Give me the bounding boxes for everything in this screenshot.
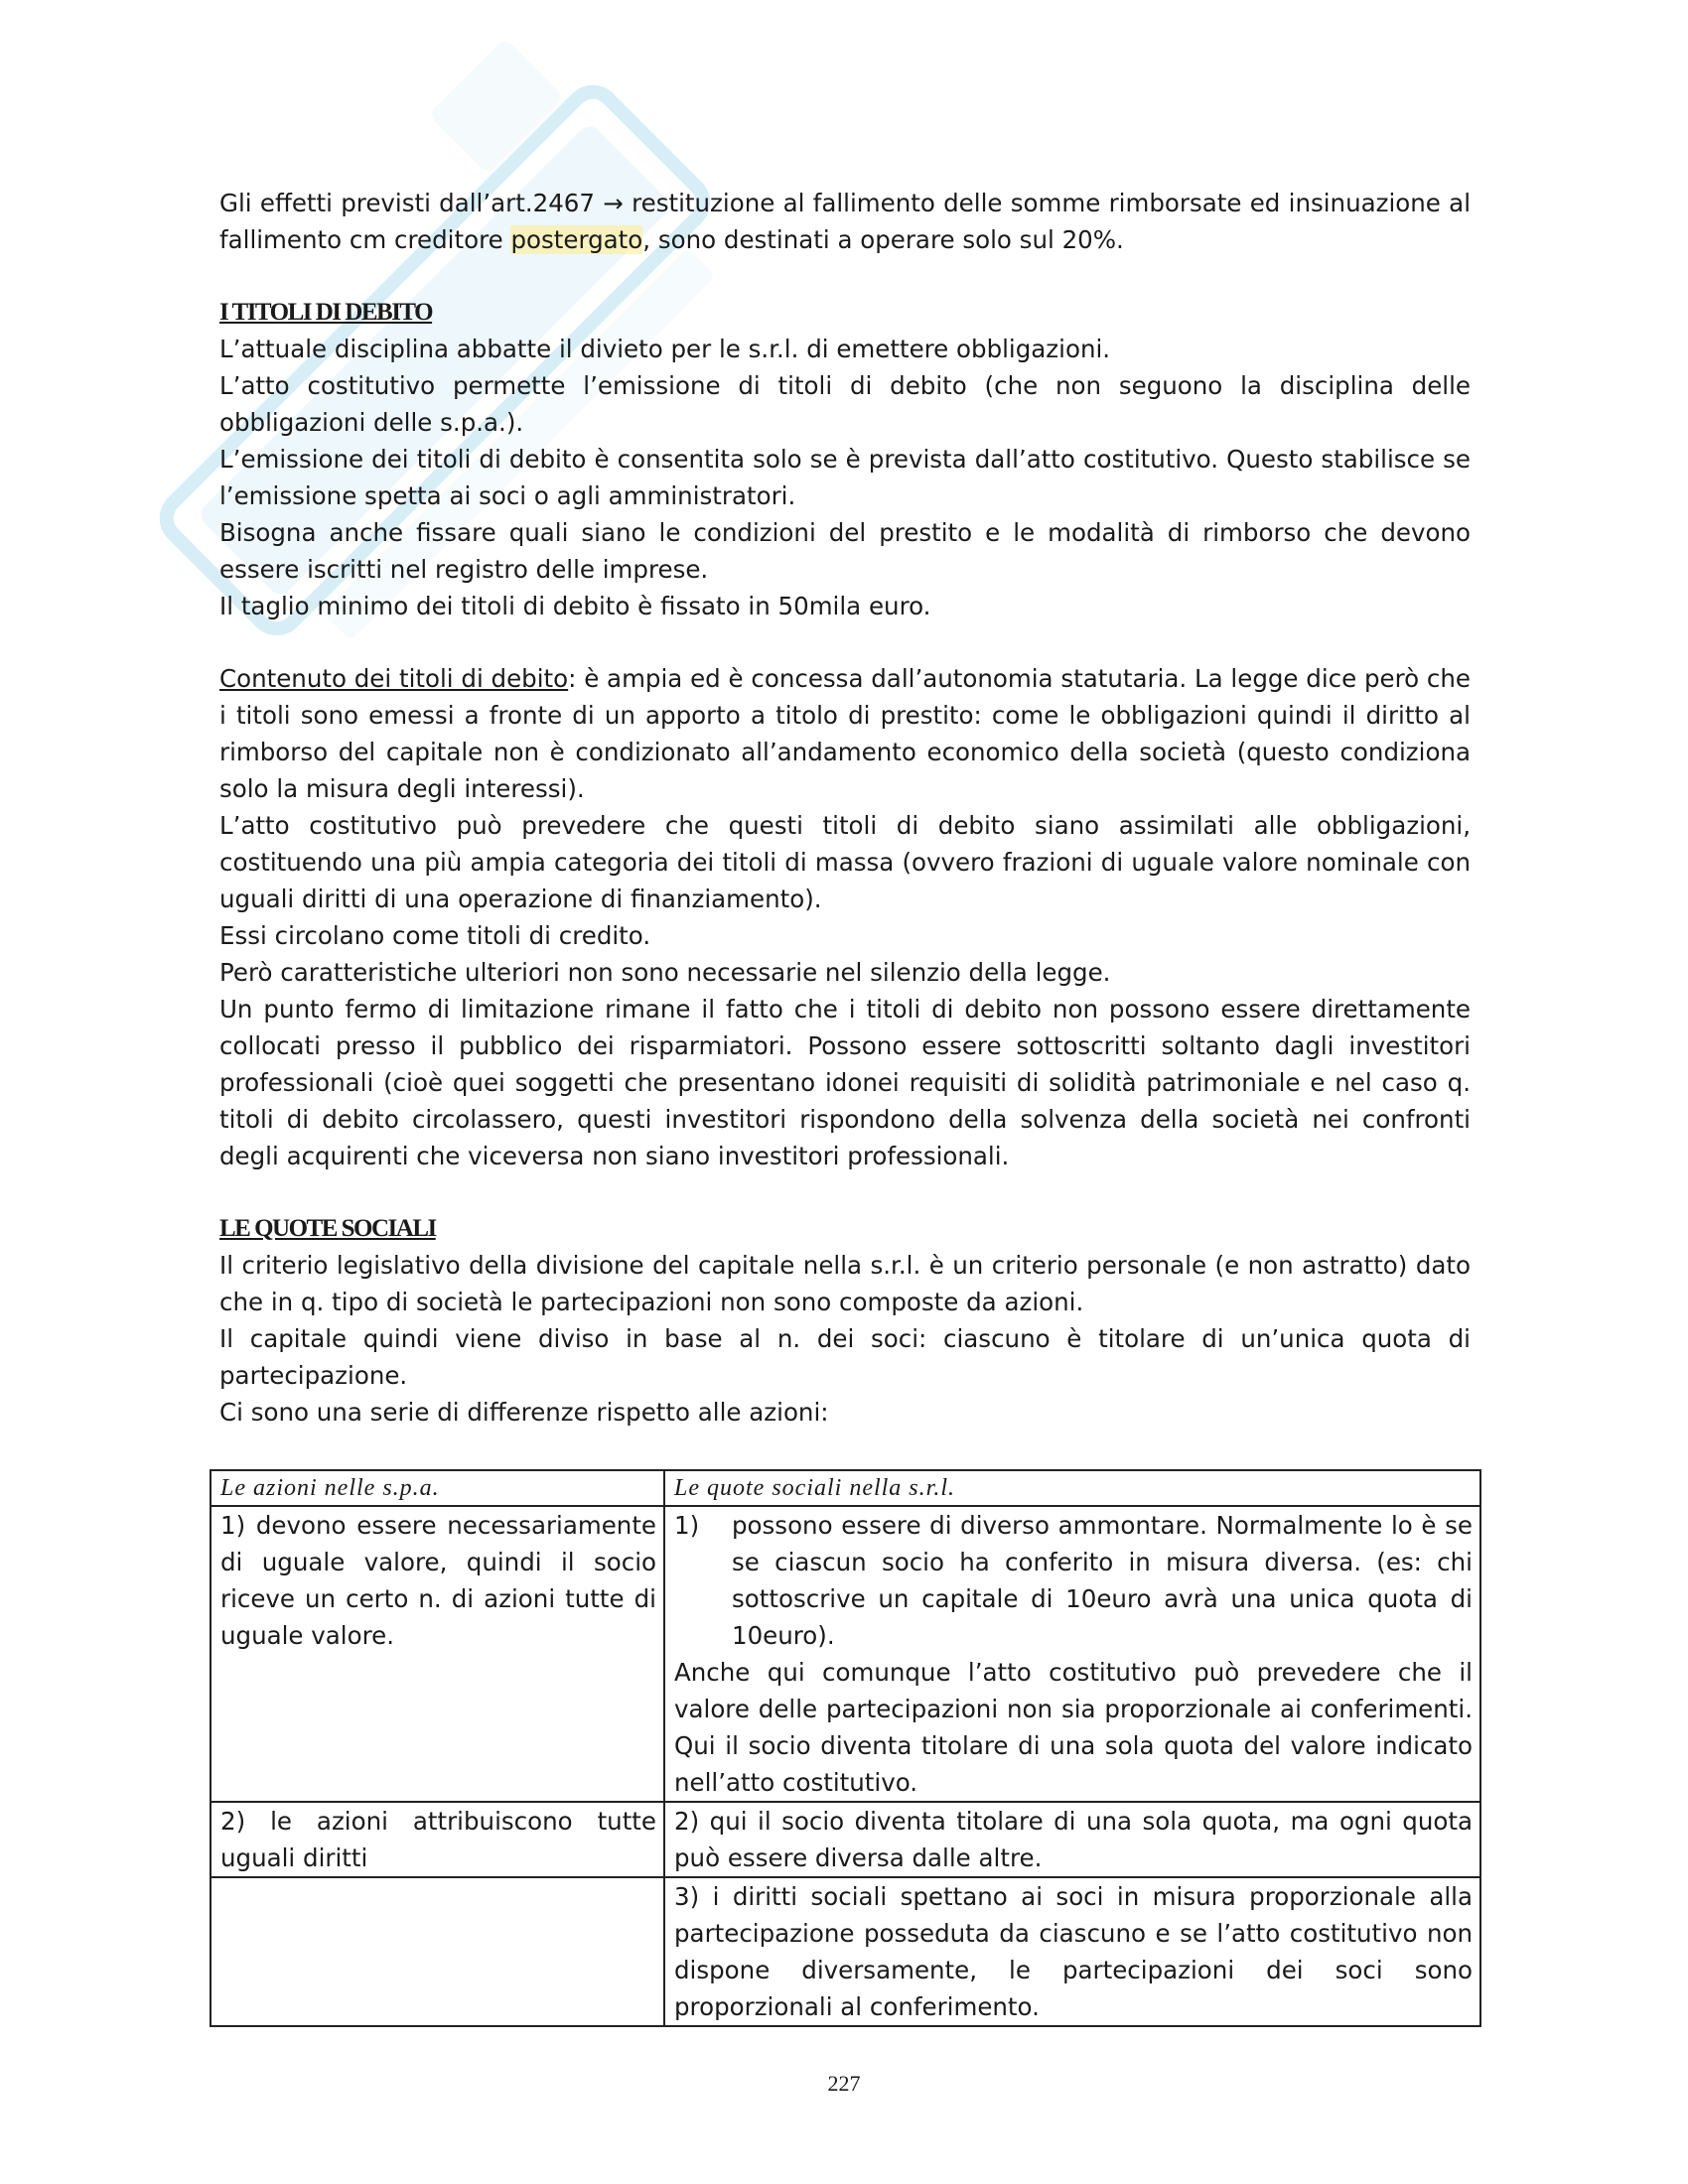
table-row: [211, 1877, 1480, 2026]
table-cell: [664, 1506, 1480, 1802]
paragraph: L’atto costitutivo può prevedere che questi titoli di debito siano assimilati alle obbligazioni, costituendo una più ampia categoria dei titoli di massa (ovvero frazioni di uguale valore nominale con uguali diritti di una operazione di finanziamento).: [219, 811, 1471, 913]
table-cell: 3) i diritti sociali spettano ai soci in misura proporzionale alla partecipazione posseduta da ciascuno e se l’atto costitutivo non dispone diversamente, le partecipazioni dei soci sono proporzionali al conferimento.: [664, 1877, 1480, 2026]
section-heading-quote: LE QUOTE SOCIALI: [219, 1215, 436, 1242]
header-cell-quote: Le quote sociali nella s.r.l.: [664, 1470, 1480, 1506]
table-cell: 2) le azioni attribuiscono tutte uguali diritti: [211, 1802, 664, 1877]
paragraph: Il capitale quindi viene diviso in base al n. dei soci: ciascuno è titolare di un’unica quota di partecipazione.: [219, 1324, 1471, 1390]
intro-paragraph: Gli effetti previsti dall’art.2467 → restituzione al fallimento delle somme rimborsate ed insinuazione al fallimento cm creditore postergato, sono destinati a operare solo sul 20%.: [219, 189, 1471, 254]
paragraph: Il taglio minimo dei titoli di debito è fissato in 50mila euro.: [219, 592, 931, 620]
table-header-row: [211, 1470, 1480, 1506]
highlighted-word: postergato: [510, 225, 643, 254]
paragraph: L’attuale disciplina abbatte il divieto per le s.r.l. di emettere obbligazioni.: [219, 335, 1111, 363]
paragraph: Un punto fermo di limitazione rimane il fatto che i titoli di debito non possono essere direttamente collocati presso il pubblico dei risparmiatori. Possono essere sottoscritti soltanto dagli investitori professionali (cioè quei soggetti che presentano idonei requisiti di solidità patrimoniale e nel caso q. titoli di debito circolassero, questi investitori rispondono della solvenza della società nei confronti degli acquirenti che viceversa non siano investitori professionali.: [219, 995, 1471, 1170]
cell-paragraph: Anche qui comunque l’atto costitutivo può prevedere che il valore delle partecipazioni non sia proporzionale ai conferimenti. Qui il socio diventa titolare di una sola quota del valore indicato nell’atto costitutivo.: [674, 1658, 1473, 1797]
paragraph: Bisogna anche fissare quali siano le condizioni del prestito e le modalità di rimborso che devono essere iscritti nel registro delle imprese.: [219, 518, 1471, 584]
contenuto-paragraph: Contenuto dei titoli di debito: è ampia ed è concessa dall’autonomia statutaria. La legge dice però che i titoli sono emessi a fronte di un apporto a titolo di prestito: come le obbligazioni quindi il diritto al rimborso del capitale non è condizionato all’andamento economico della società (questo condiziona solo la misura degli interessi).: [219, 664, 1471, 803]
document-body: [219, 185, 1471, 1431]
paragraph: Però caratteristiche ulteriori non sono necessarie nel silenzio della legge.: [219, 958, 1111, 987]
table-row: [211, 1802, 1480, 1877]
numbered-item: 1) possono essere di diverso ammontare. Normalmente lo è se se ciascun socio ha conferito in misura diversa. (es: chi sottoscrive un capitale di 10euro avrà una unica quota di 10euro).: [674, 1511, 1473, 1650]
paragraph: Il criterio legislativo della divisione del capitale nella s.r.l. è un criterio personale (e non astratto) dato che in q. tipo di società le partecipazioni non sono composte da azioni.: [219, 1251, 1471, 1316]
paragraph: L’atto costitutivo permette l’emissione di titoli di debito (che non seguono la disciplina delle obbligazioni delle s.p.a.).: [219, 371, 1471, 437]
section-heading-titoli: I TITOLI DI DEBITO: [219, 299, 433, 326]
paragraph: Ci sono una serie di differenze rispetto alle azioni:: [219, 1398, 829, 1427]
header-cell-azioni: Le azioni nelle s.p.a.: [211, 1470, 664, 1506]
table-row: [211, 1506, 1480, 1802]
paragraph: L’emissione dei titoli di debito è consentita solo se è prevista dall’atto costitutivo. Questo stabilisce se l’emissione spetta ai soci o agli amministratori.: [219, 445, 1471, 510]
table-cell: 1) devono essere necessariamente di uguale valore, quindi il socio riceve un certo n. di azioni tutte di uguale valore.: [211, 1506, 664, 1802]
comparison-table: [210, 1469, 1481, 2027]
page-number: 227: [827, 2071, 861, 2096]
paragraph: Essi circolano come titoli di credito.: [219, 921, 651, 950]
table-cell: 2) qui il socio diventa titolare di una sola quota, ma ogni quota può essere diversa dalle altre.: [664, 1802, 1480, 1877]
table-cell: [211, 1877, 664, 2026]
contenuto-label: Contenuto dei titoli di debito: [219, 664, 569, 693]
